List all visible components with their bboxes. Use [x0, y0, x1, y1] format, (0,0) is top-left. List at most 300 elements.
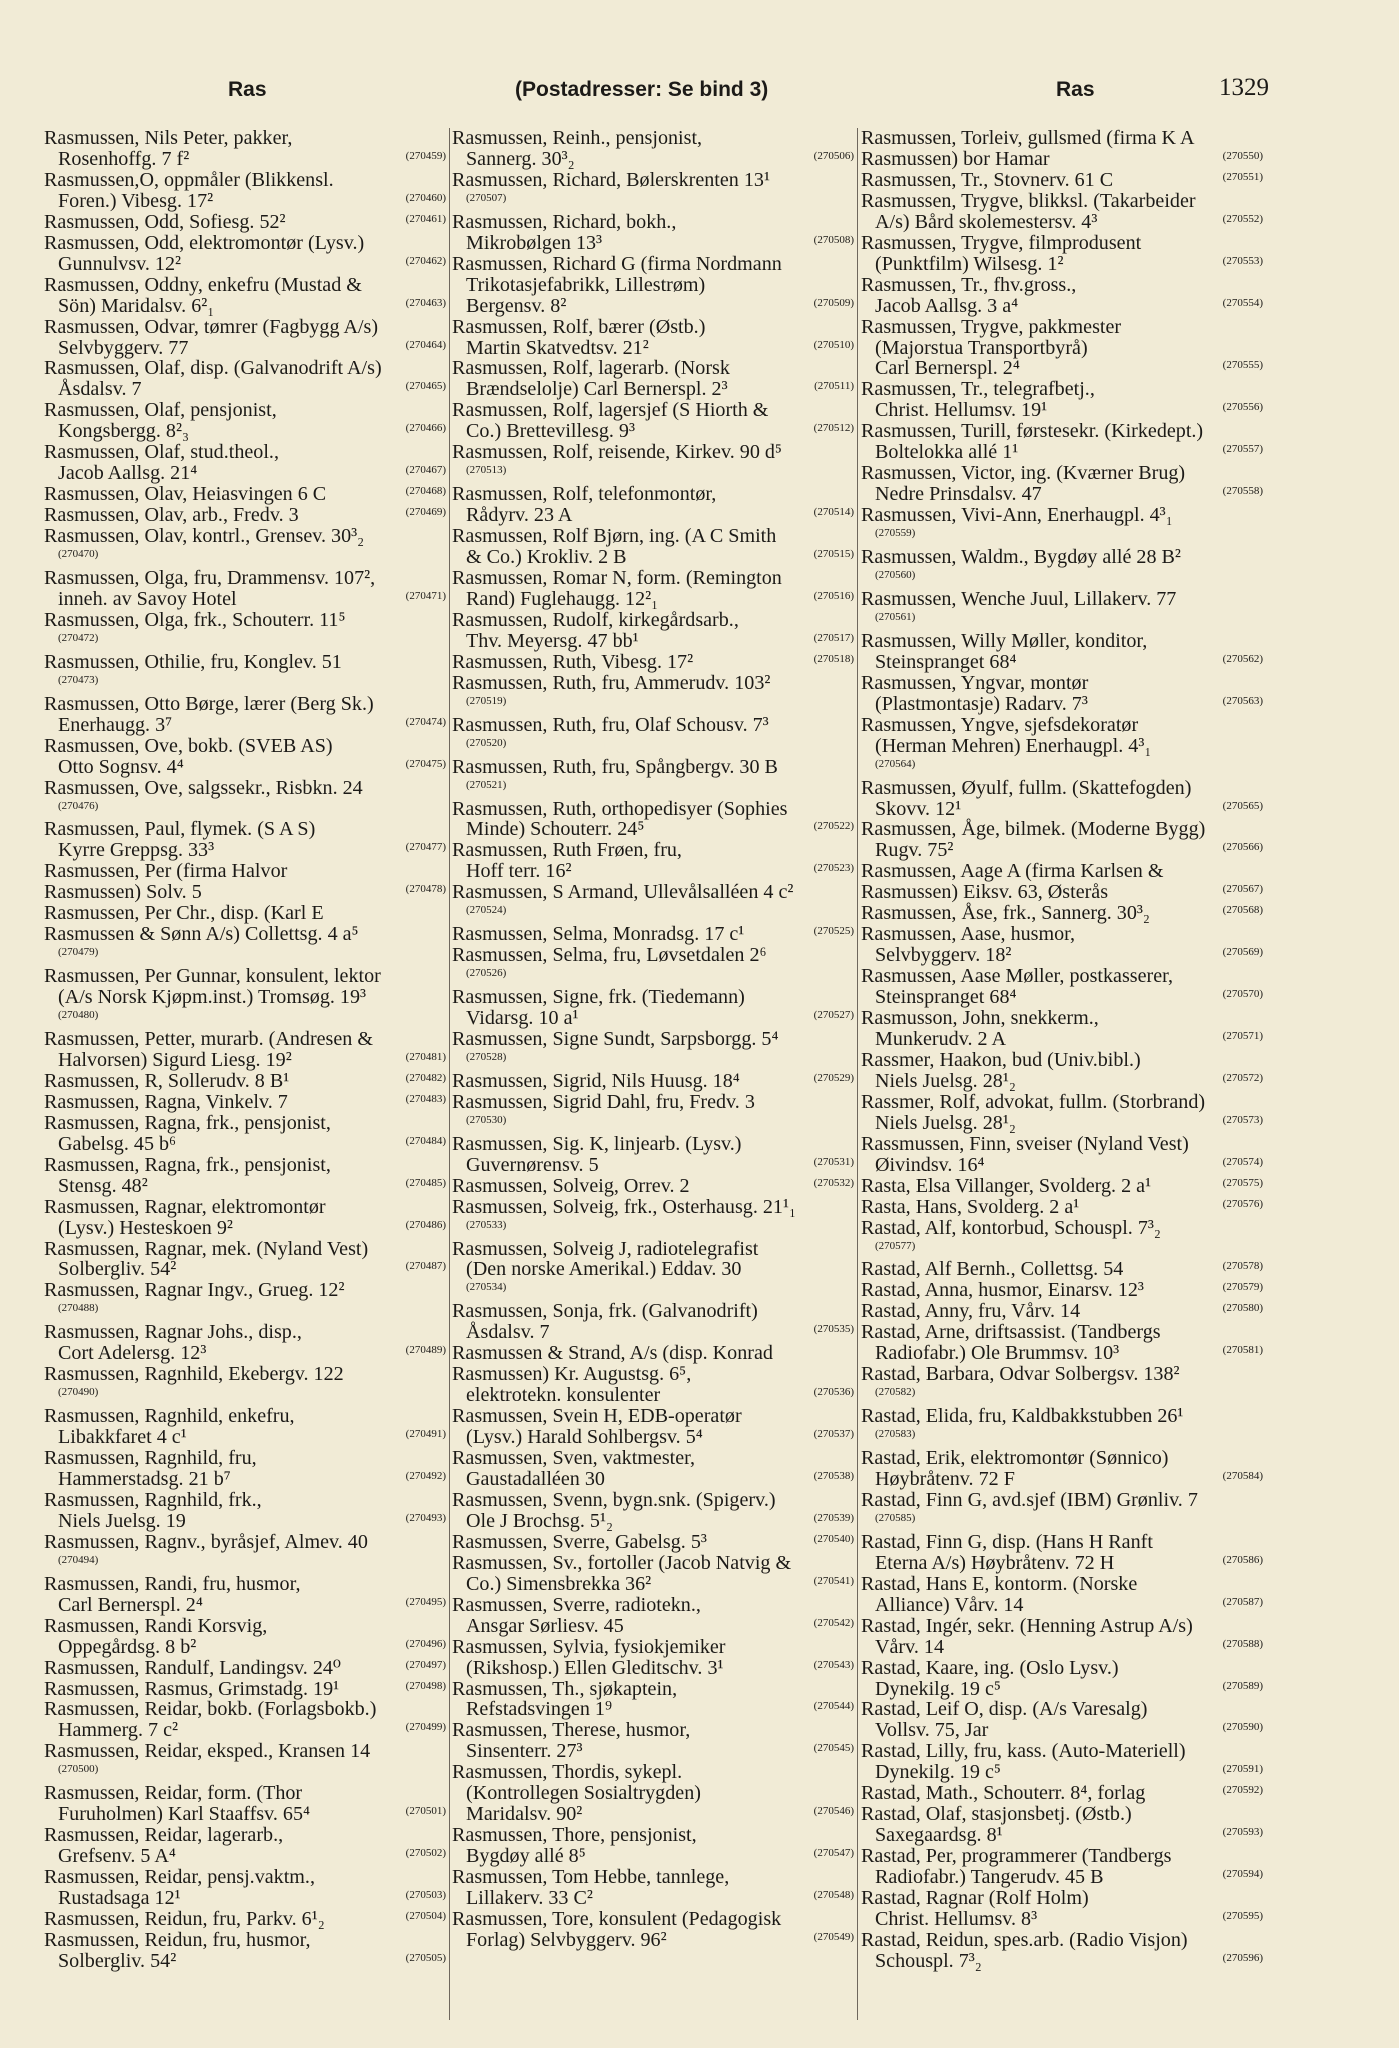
entry-text: Rasmussen, Ragnhild, enkefru,	[44, 1405, 295, 1428]
directory-line	[44, 1155, 448, 1176]
directory-line	[452, 1637, 856, 1658]
entry-text: Rasmussen, Ruth, Vibesg. 17²	[452, 650, 694, 673]
entry-number: (270557)	[1222, 443, 1263, 456]
directory-line	[44, 778, 448, 799]
entry-text: Guvernørensv. 5	[466, 1153, 599, 1176]
entry-number: (270595)	[1222, 1910, 1263, 1923]
directory-line	[861, 1637, 1265, 1658]
entry-number: (270546)	[813, 1805, 854, 1818]
entry-text: Rasmussen, Willy Møller, konditor,	[861, 629, 1148, 652]
entry-text: Åsdalsv. 7	[58, 378, 142, 401]
entry-number: (270590)	[1222, 1721, 1263, 1734]
directory-line	[44, 379, 448, 400]
directory-line	[44, 715, 448, 736]
entry-number: (270476)	[58, 799, 99, 812]
directory-line	[861, 254, 1265, 275]
entry-text: Rastad, Ragnar (Rolf Holm)	[861, 1887, 1089, 1910]
entry-text: Rasmussen, Olga, frk., Schouterr. 11⁵	[44, 608, 346, 631]
entry-text: Rasmussen, Per Gunnar, konsulent, lektor	[44, 965, 381, 988]
directory-line	[452, 1427, 856, 1448]
entry-text: Rasmussen, Olaf, disp. (Galvanodrift A/s)	[44, 357, 382, 380]
directory-line	[452, 1343, 856, 1364]
directory-line	[861, 715, 1265, 736]
entry-text: Rastad, Anny, fru, Vårv. 14	[861, 1300, 1081, 1323]
entry-text: Bygdøy allé 8⁵	[466, 1845, 586, 1868]
entry-number: (270541)	[813, 1574, 854, 1587]
directory-line	[861, 1448, 1265, 1469]
directory-line	[452, 1595, 856, 1616]
entry-number: (270586)	[1222, 1553, 1263, 1566]
entry-text: Rasmussen, Romar N, form. (Remington	[452, 567, 782, 590]
entry-text: Mikrobølgen 13³	[466, 231, 603, 254]
entry-number: (270510)	[813, 338, 854, 351]
entry-text: Rasmussen, Sv., fortoller (Jacob Natvig &	[452, 1551, 792, 1574]
entry-text: Rasmussen, Per Chr., disp. (Karl E	[44, 902, 324, 925]
directory-line	[861, 1762, 1265, 1783]
entry-number: (270565)	[1222, 799, 1263, 812]
directory-line	[452, 128, 856, 149]
entry-text: Enerhaugg. 3⁷	[58, 713, 173, 736]
entry-number: (270505)	[405, 1951, 446, 1964]
directory-line	[44, 1804, 448, 1825]
directory-line	[44, 1134, 448, 1155]
entry-number: (270479)	[58, 946, 99, 959]
directory-line	[452, 212, 856, 233]
entry-text: Thv. Meyersg. 47 bb¹	[466, 629, 639, 652]
entry-number: (270512)	[813, 422, 854, 435]
directory-line	[44, 212, 448, 233]
directory-line	[861, 1867, 1265, 1888]
directory-line	[452, 652, 856, 673]
entry-text: Rastad, Finn G, avd.sjef (IBM) Grønliv. 7	[861, 1488, 1198, 1511]
directory-line	[44, 254, 448, 275]
entry-text: Rugv. 75²	[875, 839, 954, 862]
entry-text: Rasmussen, Ragnar, elektromontør	[44, 1195, 326, 1218]
entry-text: Rasmussen, Vivi-Ann, Enerhaugpl. 4³₁	[861, 504, 1173, 527]
directory-line	[452, 924, 856, 945]
entry-text: Høybråtenv. 72 F	[875, 1468, 1015, 1490]
directory-line	[44, 1888, 448, 1909]
directory-line	[452, 296, 856, 317]
entry-text: A/s) Bård skolemestersv. 4³	[875, 210, 1098, 233]
entry-text: Minde) Schouterr. 24⁵	[466, 818, 645, 841]
entry-text: Vidarsg. 10 a¹	[466, 1007, 579, 1030]
directory-line	[44, 128, 448, 149]
entry-number: (270517)	[813, 631, 854, 644]
directory-line	[861, 694, 1265, 715]
entry-text: Rasmussen, Wenche Juul, Lillakerv. 77	[861, 587, 1177, 610]
directory-line	[861, 1155, 1265, 1176]
entry-number: (270465)	[405, 380, 446, 393]
entry-number: (270562)	[1222, 652, 1263, 665]
entry-text: (Punktfilm) Wilsesg. 1²	[875, 252, 1064, 275]
entry-text: Rasmussen, Olaf, stud.theol.,	[44, 441, 279, 464]
entry-number: (270513)	[466, 464, 507, 477]
entry-number: (270494)	[58, 1553, 99, 1566]
directory-line	[452, 191, 856, 212]
directory-line	[44, 1239, 448, 1260]
entry-text: Bergensv. 8²	[466, 294, 567, 317]
entry-text: Schouspl. 7³₂	[875, 1949, 982, 1972]
column-divider	[857, 128, 858, 2020]
directory-line	[44, 1825, 448, 1846]
entry-text: Lillakerv. 33 C²	[466, 1887, 593, 1910]
entry-text: Vollsv. 75, Jar	[875, 1719, 989, 1742]
entry-text: Stensg. 48²	[58, 1174, 148, 1197]
directory-line	[44, 1553, 448, 1574]
entry-number: (270523)	[813, 862, 854, 875]
directory-line	[452, 736, 856, 757]
entry-text: Rastad, Alf, kontorbud, Schouspl. 7³₂	[861, 1216, 1161, 1239]
entry-text: Skovv. 12¹	[875, 797, 962, 820]
directory-line	[452, 1679, 856, 1700]
entry-number: (270472)	[58, 631, 99, 644]
entry-text: Rasmussen, Ragna, frk., pensjonist,	[44, 1111, 331, 1134]
directory-line	[861, 1825, 1265, 1846]
entry-text: (Lysv.) Harald Sohlbergsv. 5⁴	[466, 1426, 703, 1449]
directory-line	[861, 547, 1265, 568]
directory-line	[44, 924, 448, 945]
entry-text: Rasmussen, Thordis, sykepl.	[452, 1761, 683, 1784]
entry-text: Rosenhoffg. 7 f²	[58, 147, 190, 170]
directory-line	[861, 1783, 1265, 1804]
entry-number: (270579)	[1222, 1281, 1263, 1294]
entry-text: Rasmussen, Ragnar, mek. (Nyland Vest)	[44, 1237, 369, 1260]
entry-text: Kyrre Greppsg. 33³	[58, 839, 215, 862]
directory-line	[44, 338, 448, 359]
entry-text: Rasmussen, Trygve, blikksl. (Takarbeider	[861, 189, 1196, 212]
directory-line	[861, 149, 1265, 170]
entry-text: Martin Skatvedtsv. 21²	[466, 336, 649, 359]
entry-number: (270498)	[405, 1679, 446, 1692]
entry-text: Rasmussen, Reidar, form. (Thor	[44, 1782, 303, 1805]
entry-text: Rasmussen, Ruth, orthopedisyer (Sophies	[452, 797, 788, 820]
directory-line	[861, 757, 1265, 778]
entry-text: Rasmussen, Tom Hebbe, tannlege,	[452, 1866, 730, 1889]
directory-line	[861, 1427, 1265, 1448]
entry-number: (270469)	[405, 506, 446, 519]
entry-text: Rasmussen, Reidun, fru, husmor,	[44, 1928, 311, 1951]
entry-text: Rasmussen, Odvar, tømrer (Fagbygg A/s)	[44, 315, 379, 338]
entry-text: Rasmussen, Ruth Frøen, fru,	[452, 839, 682, 862]
directory-line	[861, 170, 1265, 191]
directory-line	[861, 1699, 1265, 1720]
directory-line	[452, 1301, 856, 1322]
entry-text: Rasmussen, Th., sjøkaptein,	[452, 1677, 678, 1700]
entry-text: Sinsenterr. 27³	[466, 1740, 583, 1763]
entry-text: Rasmussen, Ragnhild, frk.,	[44, 1488, 262, 1511]
entry-text: Rasmussen, Othilie, fru, Konglev. 51	[44, 650, 342, 673]
entry-text: Sön) Maridalsv. 6²₁	[58, 294, 215, 317]
directory-line	[44, 1406, 448, 1427]
directory-line	[452, 1071, 856, 1092]
entry-text: Brændselolje) Carl Bernerspl. 2³	[466, 378, 728, 401]
directory-line	[44, 400, 448, 421]
entry-number: (270588)	[1222, 1637, 1263, 1650]
entry-text: Jacob Aallsg. 3 a⁴	[875, 294, 1019, 317]
entry-number: (270483)	[405, 1092, 446, 1105]
directory-line	[44, 1846, 448, 1867]
directory-line	[861, 317, 1265, 338]
directory-line	[452, 819, 856, 840]
entry-text: Selvbyggerv. 18²	[875, 944, 1012, 967]
entry-text: Rasmussen, Yngve, sjefsdekoratør	[861, 713, 1139, 736]
entry-text: Rasmussen, Rasmus, Grimstadg. 19¹	[44, 1677, 340, 1700]
directory-line	[452, 1197, 856, 1218]
directory-line	[861, 212, 1265, 233]
directory-line	[44, 1176, 448, 1197]
entry-number: (270585)	[875, 1511, 916, 1524]
entry-text: Rasmussen, Åge, bilmek. (Moderne Bygg)	[861, 818, 1206, 841]
entry-number: (270587)	[1222, 1595, 1263, 1608]
directory-line	[452, 1867, 856, 1888]
directory-line	[452, 1825, 856, 1846]
entry-number: (270560)	[875, 569, 916, 582]
entry-number: (270489)	[405, 1344, 446, 1357]
directory-line	[44, 589, 448, 610]
directory-line	[861, 631, 1265, 652]
directory-line	[861, 589, 1265, 610]
entry-number: (270520)	[466, 736, 507, 749]
entry-text: Rasmussen, Tr., Stovnerv. 61 C	[861, 168, 1114, 191]
directory-line	[44, 1532, 448, 1553]
entry-text: Rasmussen, Reidar, eksped., Kransen 14	[44, 1740, 371, 1763]
directory-line	[44, 652, 448, 673]
entry-number: (270569)	[1222, 946, 1263, 959]
directory-line	[44, 547, 448, 568]
entry-text: Vårv. 14	[875, 1635, 945, 1658]
directory-line	[861, 379, 1265, 400]
directory-line	[452, 254, 856, 275]
entry-text: Rasmussen, Signe, frk. (Tiedemann)	[452, 986, 745, 1009]
directory-line	[861, 1595, 1265, 1616]
directory-line	[452, 1574, 856, 1595]
directory-line	[44, 987, 448, 1008]
directory-line	[44, 1595, 448, 1616]
entry-number: (270566)	[1222, 841, 1263, 854]
entry-text: (Rikshosp.) Ellen Gleditschv. 3¹	[466, 1656, 724, 1679]
entry-text: Rasmussen, Reidar, bokb. (Forlagsbokb.)	[44, 1698, 377, 1721]
directory-line	[452, 840, 856, 861]
directory-line	[452, 547, 856, 568]
directory-line	[44, 463, 448, 484]
entry-text: Rasmussen, Odd, elektromontør (Lysv.)	[44, 231, 365, 254]
directory-line	[861, 1071, 1265, 1092]
directory-line	[452, 1720, 856, 1741]
directory-line	[452, 317, 856, 338]
entry-number: (270593)	[1222, 1826, 1263, 1839]
directory-line	[452, 275, 856, 296]
directory-line	[452, 1448, 856, 1469]
directory-line	[452, 1239, 856, 1260]
entry-number: (270464)	[405, 338, 446, 351]
entry-text: Rasmussen, Randi Korsvig,	[44, 1614, 268, 1637]
directory-line	[452, 1322, 856, 1343]
entry-text: (Den norske Amerikal.) Eddav. 30	[466, 1258, 742, 1281]
entry-text: Rand) Fuglehaugg. 12²₁	[466, 587, 659, 610]
directory-line	[44, 1469, 448, 1490]
directory-line	[861, 1008, 1265, 1029]
directory-line	[861, 1909, 1265, 1930]
entry-number: (270528)	[466, 1050, 507, 1063]
entry-number: (270584)	[1222, 1470, 1263, 1482]
entry-number: (270543)	[813, 1658, 854, 1671]
directory-line	[44, 1113, 448, 1134]
directory-line	[861, 128, 1265, 149]
entry-text: Rasmussen, Svenn, bygn.snk. (Spigerv.)	[452, 1488, 776, 1511]
entry-text: Rasmussen, Ragnar Johs., disp.,	[44, 1321, 302, 1344]
entry-text: Rasmussen & Strand, A/s (disp. Konrad	[452, 1342, 773, 1365]
entry-text: Rastad, Barbara, Odvar Solbergsv. 138²	[861, 1363, 1180, 1386]
entry-number: (270502)	[405, 1847, 446, 1860]
directory-line	[44, 1008, 448, 1029]
entry-number: (270547)	[813, 1847, 854, 1860]
directory-line	[44, 945, 448, 966]
entry-text: Rastad, Olaf, stasjonsbetj. (Østb.)	[861, 1803, 1132, 1826]
page-number: 1329	[1219, 74, 1269, 101]
directory-line	[861, 1239, 1265, 1260]
directory-line	[861, 1301, 1265, 1322]
directory-line	[452, 484, 856, 505]
entry-text: Rasmussen) Solv. 5	[44, 881, 202, 904]
entry-text: Rasmussen, Aage A (firma Karlsen &	[861, 860, 1164, 883]
entry-text: Maridalsv. 90²	[466, 1803, 583, 1826]
directory-line	[861, 799, 1265, 820]
header-left: Ras	[228, 78, 267, 101]
directory-line	[452, 1364, 856, 1385]
directory-line	[861, 924, 1265, 945]
directory-line	[861, 1050, 1265, 1071]
entry-text: Rasmussen, Rolf, lagerarb. (Norsk	[452, 357, 730, 380]
entry-number: (270496)	[405, 1637, 446, 1650]
directory-line	[452, 861, 856, 882]
entry-number: (270564)	[875, 757, 916, 770]
directory-line	[861, 1322, 1265, 1343]
directory-line	[44, 275, 448, 296]
entry-number: (270582)	[875, 1386, 916, 1399]
directory-line	[452, 233, 856, 254]
directory-line	[452, 966, 856, 987]
directory-line	[44, 1322, 448, 1343]
entry-text: (Lysv.) Hesteskoen 9²	[58, 1216, 233, 1239]
directory-line	[44, 903, 448, 924]
entry-text: Rasmussen, Signe Sundt, Sarpsborgg. 5⁴	[452, 1027, 779, 1050]
entry-text: Ansgar Sørliesv. 45	[466, 1614, 624, 1637]
entry-number: (270561)	[875, 610, 916, 623]
entry-text: Boltelokka allé 1¹	[875, 441, 1019, 464]
entry-text: Rasmussen, Sigrid Dahl, fru, Fredv. 3	[452, 1090, 755, 1113]
directory-line	[861, 1280, 1265, 1301]
entry-number: (270563)	[1222, 694, 1263, 707]
directory-line	[861, 736, 1265, 757]
directory-line	[44, 526, 448, 547]
entry-text: Co.) Simensbrekka 36²	[466, 1572, 652, 1595]
directory-line	[44, 1741, 448, 1762]
entry-number: (270480)	[58, 1009, 99, 1022]
directory-line	[44, 1699, 448, 1720]
entry-text: Foren.) Vibesg. 17²	[58, 189, 214, 212]
directory-line	[861, 568, 1265, 589]
entry-text: Rasmussen, Trygve, filmprodusent	[861, 231, 1142, 254]
directory-line	[452, 799, 856, 820]
entry-number: (270558)	[1222, 485, 1263, 498]
entry-text: Rasmussen, Otto Børge, lærer (Berg Sk.)	[44, 692, 374, 715]
directory-line	[861, 421, 1265, 442]
directory-line	[44, 317, 448, 338]
entry-text: Rustadsaga 12¹	[58, 1887, 181, 1910]
entry-text: Rasmussen, Turill, førstesekr. (Kirkedept.)	[861, 420, 1204, 443]
directory-column-2	[452, 128, 856, 1951]
entry-text: Rasmussen, Thore, pensjonist,	[452, 1824, 697, 1847]
directory-line	[44, 1197, 448, 1218]
entry-number: (270573)	[1222, 1113, 1263, 1126]
entry-text: Rasmussen, Aase Møller, postkasserer,	[861, 965, 1174, 988]
directory-line	[44, 1783, 448, 1804]
directory-line	[861, 1490, 1265, 1511]
directory-line	[44, 673, 448, 694]
entry-text: Rassmer, Rolf, advokat, fullm. (Storbrand)	[861, 1090, 1206, 1113]
entry-text: Solbergliv. 54²	[58, 1949, 177, 1972]
directory-line	[452, 1134, 856, 1155]
directory-line	[861, 652, 1265, 673]
entry-text: Rasmussen, Tore, konsulent (Pedagogisk	[452, 1908, 782, 1931]
entry-text: Niels Juelsg. 19	[58, 1509, 186, 1532]
entry-number: (270486)	[405, 1218, 446, 1231]
directory-line	[861, 1364, 1265, 1385]
entry-number: (270488)	[58, 1302, 99, 1315]
entry-number: (270470)	[58, 548, 99, 561]
entry-number: (270535)	[813, 1323, 854, 1336]
directory-line	[44, 1867, 448, 1888]
directory-line	[44, 1951, 448, 1972]
entry-text: Rasmussen, Sverre, Gabelsg. 5³	[452, 1530, 707, 1553]
directory-line	[44, 358, 448, 379]
directory-line	[44, 631, 448, 652]
entry-number: (270468)	[405, 485, 446, 498]
entry-number: (270554)	[1222, 296, 1263, 309]
entry-number: (270467)	[405, 464, 446, 477]
directory-line	[452, 1699, 856, 1720]
entry-text: Øivindsv. 16⁴	[875, 1153, 985, 1176]
entry-text: Rasmussen, Therese, husmor,	[452, 1719, 691, 1742]
directory-line	[452, 694, 856, 715]
entry-text: Ole J Brochsg. 5¹₂	[466, 1509, 613, 1532]
entry-text: Radiofabr.) Ole Brummsv. 10³	[875, 1342, 1120, 1365]
directory-line	[861, 819, 1265, 840]
directory-line	[861, 1741, 1265, 1762]
directory-line	[861, 861, 1265, 882]
entry-text: Rasmussen, Reidar, lagerarb.,	[44, 1824, 284, 1847]
directory-line	[861, 1553, 1265, 1574]
entry-text: Forlag) Selvbyggerv. 96²	[466, 1928, 667, 1951]
directory-line	[44, 1427, 448, 1448]
entry-number: (270514)	[813, 506, 854, 519]
entry-text: Rasmussen, Richard G (firma Nordmann	[452, 252, 782, 275]
directory-line	[861, 1679, 1265, 1700]
entry-text: Rasta, Elsa Villanger, Svolderg. 2 a¹	[861, 1174, 1152, 1197]
entry-text: Rasmussen, Odd, Sofiesg. 52²	[44, 210, 286, 233]
directory-line	[44, 191, 448, 212]
entry-number: (270589)	[1222, 1679, 1263, 1692]
entry-text: Rasmussen, Nils Peter, pakker,	[44, 127, 293, 149]
entry-text: Munkerudv. 2 A	[875, 1027, 1006, 1050]
entry-text: Kongsbergg. 8²₃	[58, 420, 189, 443]
directory-line	[44, 1092, 448, 1113]
entry-number: (270471)	[405, 589, 446, 602]
entry-text: Rasmussen, Ragnar Ingv., Grueg. 12²	[44, 1279, 345, 1302]
directory-line	[452, 715, 856, 736]
directory-line	[861, 358, 1265, 379]
